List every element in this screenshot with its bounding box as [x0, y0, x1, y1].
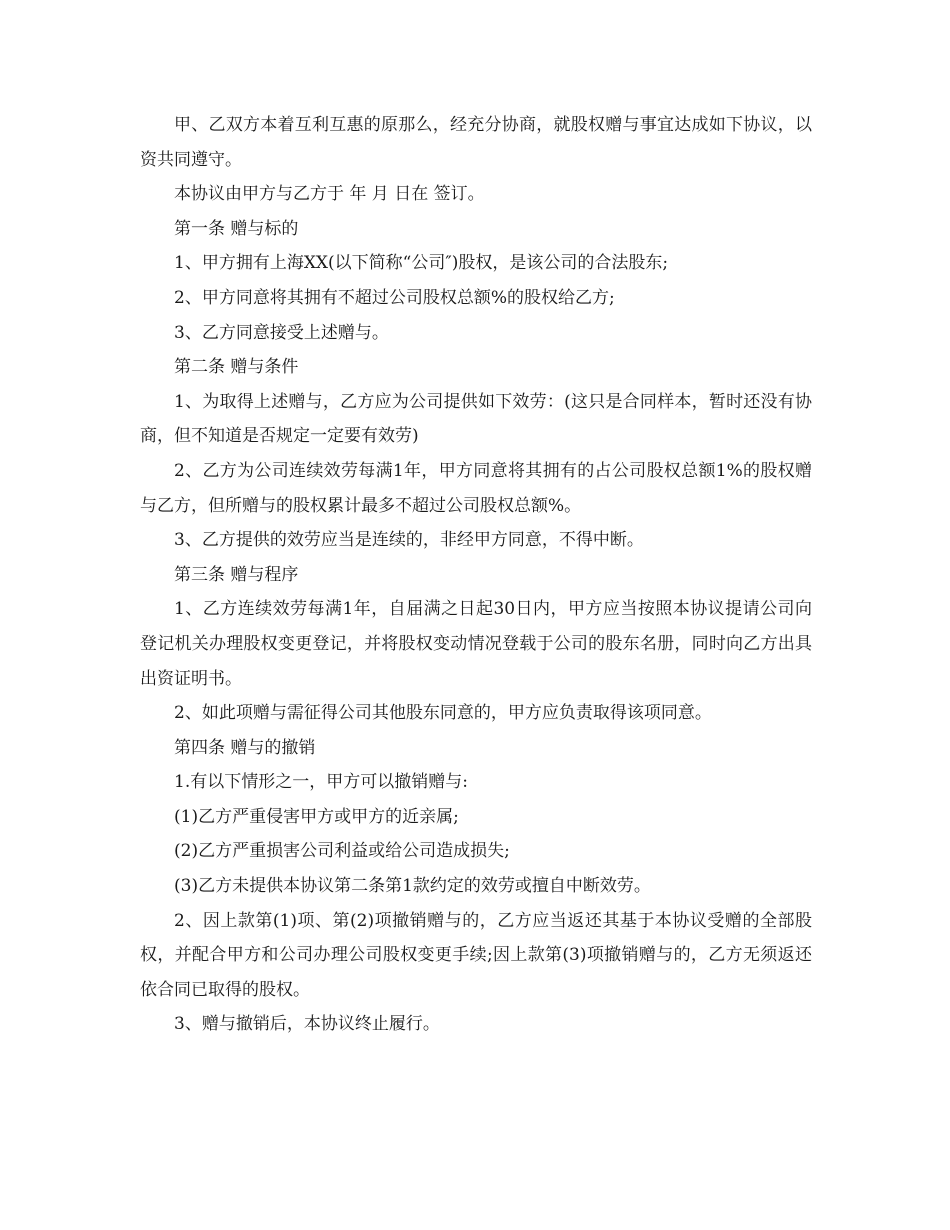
article-4-item-2: 2、因上款第(1)项、第(2)项撤销赠与的，乙方应当返还其基于本协议受赠的全部股权，并配合甲方和公司办理公司股权变更手续;因上款第(3)项撤销赠与的，乙方无须返还依合同已取得的股权。 [140, 910, 812, 1000]
article-2-heading: 第二条 赠与条件 [174, 357, 299, 378]
document-body [140, 108, 812, 1042]
article-3-item-1: 1、乙方连续效劳每满1年，自届满之日起30日内，甲方应当按照本协议提请公司向登记机关办理股权变更登记，并将股权变动情况登载于公司的股东名册，同时向乙方出具出资证明书。 [140, 599, 812, 689]
article-1-item-3: 3、乙方同意接受上述赠与。 [174, 322, 389, 343]
article-4-item-3: 3、赠与撤销后，本协议终止履行。 [174, 1014, 440, 1035]
article-2-item-1: 1、为取得上述赠与，乙方应为公司提供如下效劳：(这只是合同样本，暂时还没有协商，但不知道是否规定一定要有效劳) [140, 391, 812, 447]
article-1-item-1: 1、甲方拥有上海XX(以下简称“公司″)股权，是该公司的合法股东; [174, 253, 669, 274]
article-3-item-2: 2、如此项赠与需征得公司其他股东同意的，甲方应负责取得该项同意。 [174, 703, 712, 724]
article-4-subitem-1: (1)乙方严重侵害甲方或甲方的近亲属; [174, 806, 459, 827]
article-2-item-2: 2、乙方为公司连续效劳每满1年，甲方同意将其拥有的占公司股权总额1%的股权赠与乙方，但所赠与的股权累计最多不超过公司股权总额%。 [140, 460, 812, 516]
article-1-item-2: 2、甲方同意将其拥有不超过公司股权总额%的股权给乙方; [174, 287, 615, 308]
article-1-heading: 第一条 赠与标的 [174, 218, 299, 239]
article-4-item-1: 1.有以下情形之一，甲方可以撤销赠与: [174, 772, 468, 793]
paragraph-intro: 甲、乙双方本着互利互惠的原那么，经充分协商，就股权赠与事宜达成如下协议，以资共同遵守。 [140, 115, 812, 170]
article-4-heading: 第四条 赠与的撤销 [174, 737, 316, 758]
article-3-heading: 第三条 赠与程序 [174, 564, 299, 585]
article-2-item-3: 3、乙方提供的效劳应当是连续的，非经甲方同意，不得中断。 [174, 530, 644, 551]
article-4-subitem-2: (2)乙方严重损害公司利益或给公司造成损失; [174, 841, 510, 862]
article-4-subitem-3: (3)乙方未提供本协议第二条第1款约定的效劳或擅自中断效劳。 [174, 876, 651, 897]
paragraph-signing: 本协议由甲方与乙方于 年 月 日在 签订。 [174, 184, 485, 205]
